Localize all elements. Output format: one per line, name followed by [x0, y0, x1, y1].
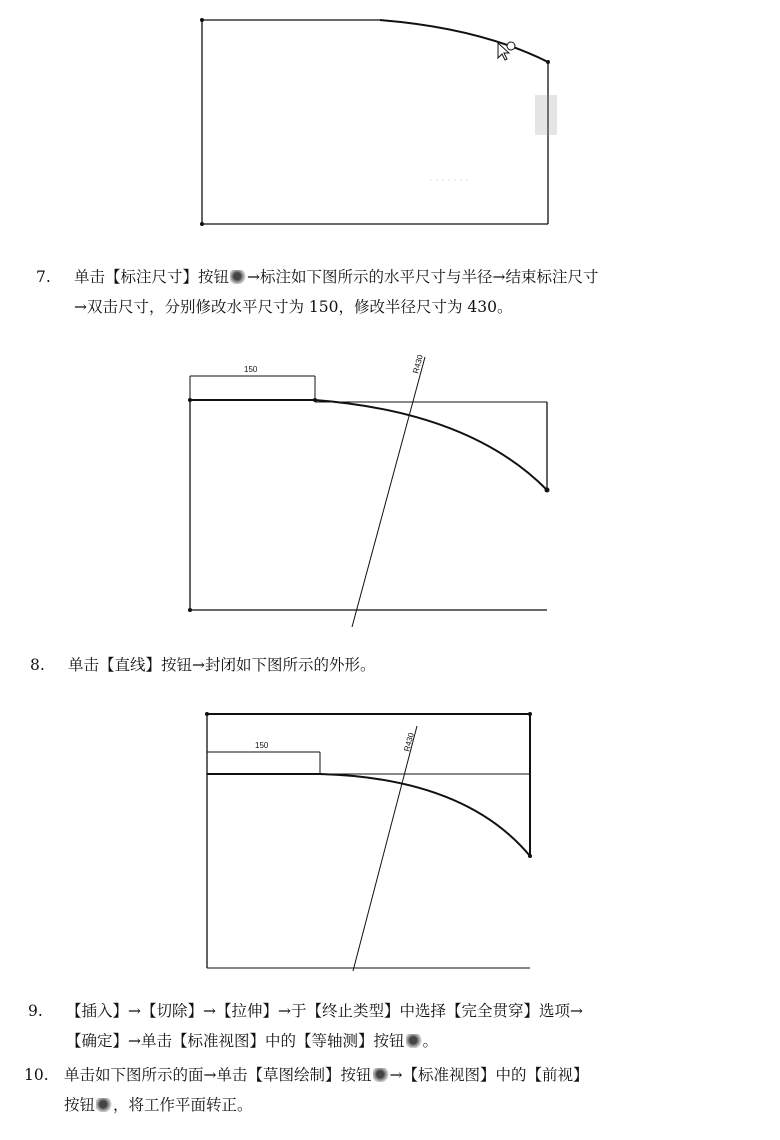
sketch-icon — [373, 1068, 389, 1082]
dimension-radius-label: R430 — [402, 731, 416, 753]
dimension-radius-label: R430 — [411, 353, 425, 375]
isometric-view-icon — [406, 1034, 422, 1048]
dimension-150-label: 150 — [255, 741, 269, 750]
step-10-line-1: 单击如下图所示的面→单击【草图绘制】按钮 →【标准视图】中的【前视】 — [64, 1066, 589, 1084]
step-9-line-1: 【插入】→【切除】→【拉伸】→于【终止类型】中选择【完全贯穿】选项→ — [66, 1002, 583, 1020]
step-8-line-1: 单击【直线】按钮→封闭如下图所示的外形。 — [68, 656, 376, 674]
step-10-line-2: 按钮 ，将工作平面转正。 — [64, 1096, 253, 1114]
step-number: 8. — [30, 656, 45, 674]
figure-sketch-dimensions — [180, 342, 560, 627]
front-view-icon — [96, 1098, 112, 1112]
step-9-line-2: 【确定】→单击【标准视图】中的【等轴测】按钮 。 — [66, 1032, 439, 1050]
smart-dimension-icon — [230, 270, 246, 284]
step-number: 7. — [36, 268, 51, 286]
step-number: 10. — [24, 1066, 49, 1084]
dimension-150-label: 150 — [244, 365, 258, 374]
figure-sketch-arc-1 — [190, 10, 570, 235]
step-7-line-2: →双击尺寸，分别修改水平尺寸为 150，修改半径尺寸为 430。 — [74, 298, 513, 316]
step-7-line-1: 单击【标注尺寸】按钮 →标注如下图所示的水平尺寸与半径→结束标注尺寸 — [74, 268, 599, 286]
step-number: 9. — [28, 1002, 43, 1020]
figure-sketch-closed-profile — [195, 706, 545, 976]
